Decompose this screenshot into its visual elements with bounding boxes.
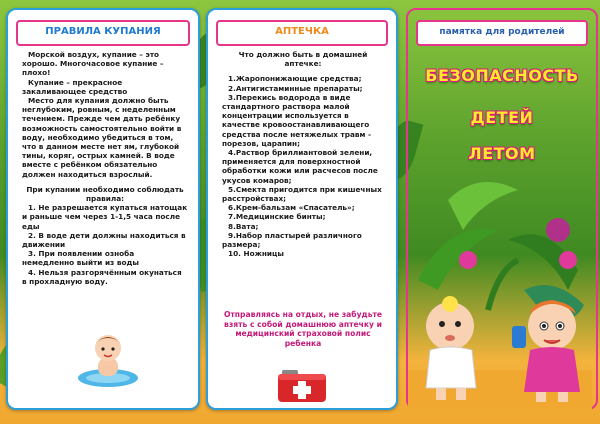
parents-memo-label: памятка для родителей xyxy=(416,20,588,46)
bathing-child-illustration xyxy=(76,328,140,390)
panel-title-bathing: ПРАВИЛА КУПАНИЯ xyxy=(16,20,190,46)
kit-item: 6.Крем-бальзам «Спасатель»; xyxy=(228,203,355,213)
kit-item: 4.Раствор бриллиантовой зелени, применяется для поверхностной обработки кожи или расчесов после укусов комаров; xyxy=(222,148,378,185)
kit-item: 3.Перекись водорода в виде стандартного раствора малой концентрации используется в качестве кровоостанавливающего средства после нетяжелых травм - порезов, царапин; xyxy=(222,92,372,148)
rule-item: 2. В воде дети должны находиться в движении xyxy=(22,230,186,250)
cover-title-line-3: ЛЕТОМ xyxy=(468,144,536,163)
panel-title-first-aid: АПТЕЧКА xyxy=(216,20,388,46)
rule-item: 4. Нельзя разгорячённым окунаться в прохладную воду. xyxy=(22,267,182,286)
first-aid-box-icon xyxy=(276,368,328,404)
kit-item: 7.Медицинские бинты; xyxy=(228,212,326,222)
kit-item: 2.Антигистаминные препараты; xyxy=(228,83,363,93)
kit-item: 1.Жаропонижающие средства; xyxy=(228,74,362,84)
cover-title-line-2: ДЕТЕЙ xyxy=(470,108,534,127)
travel-reminder: Отправляясь на отдых, не забудьте взять с собой домашнюю аптечку и медицинский страховой полис ребенка xyxy=(223,310,383,348)
first-aid-heading: Что должно быть в домашней аптечке: xyxy=(238,50,368,69)
first-aid-text xyxy=(222,50,384,258)
rules-heading: При купании необходимо соблюдать правила: xyxy=(26,184,184,204)
kit-item: 5.Смекта пригодится при кишечных расстройствах; xyxy=(222,184,382,204)
baby-doctor-illustration xyxy=(416,292,496,402)
kit-item: 9.Набор пластырей различного размера; xyxy=(222,230,362,250)
paragraph: Купание – прекрасное закаливающее средство xyxy=(22,77,128,96)
girl-doctor-illustration xyxy=(504,280,594,402)
panel-bathing-rules xyxy=(6,8,200,410)
paragraph: Морской воздух, купание – это хорошо. Многочасовое купание – плохо! xyxy=(22,50,164,78)
rule-item: 1. Не разрешается купаться натощак и раньше чем через 1-1,5 часа после еды xyxy=(22,203,188,231)
cover-title-line-1: БЕЗОПАСНОСТЬ xyxy=(425,66,579,85)
panel-first-aid-kit xyxy=(206,8,398,410)
paragraph: Место для купания должно быть неглубоким, ровным, с неделенным течением. Прежде чем дать ребёнку возможность самостоятельно войти в воду, необходимо убедиться в том, что в данном месте нет ям, глубокой тины, коряг, острых камней. В воде вместе с ребёнком обязательно должен находиться взрослый. xyxy=(22,96,182,179)
kit-item: 10. Ножницы xyxy=(228,249,285,259)
bathing-text xyxy=(22,50,188,286)
rule-item: 3. При появлении озноба немедленно выйти из воды xyxy=(22,249,139,268)
kit-item: 8.Вата; xyxy=(228,221,259,231)
panel-cover xyxy=(406,8,598,410)
